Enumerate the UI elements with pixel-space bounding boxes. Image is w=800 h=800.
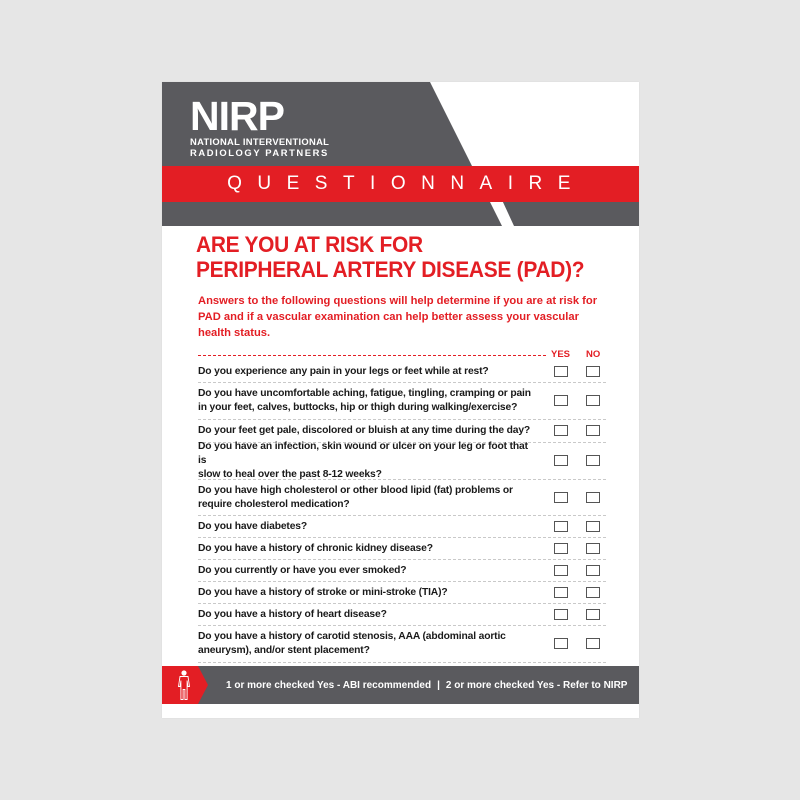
question-row — [198, 480, 606, 516]
question-list — [198, 361, 606, 663]
question-row — [198, 626, 606, 663]
yes-column-header: YES — [551, 349, 571, 360]
logo-line-1: NATIONAL INTERVENTIONAL — [190, 136, 330, 147]
human-figure-icon — [176, 670, 192, 700]
no-checkbox[interactable] — [586, 425, 600, 436]
no-checkbox[interactable] — [586, 521, 600, 532]
question-line-2: in your feet, calves, buttocks, hip or thigh during walking/exercise? — [198, 402, 518, 413]
footer-separator: | — [437, 679, 440, 691]
no-checkbox[interactable] — [586, 543, 600, 554]
nirp-logo — [190, 93, 330, 158]
question-line-1: Do you have a history of stroke or mini-stroke (TIA)? — [198, 586, 448, 598]
question-text — [198, 520, 538, 534]
no-column-header: NO — [586, 349, 601, 360]
question-line-2: require cholesterol medication? — [198, 498, 350, 510]
question-row — [198, 516, 606, 538]
footer-band — [162, 666, 639, 704]
yes-checkbox[interactable] — [554, 543, 568, 554]
questionnaire-banner — [162, 166, 639, 202]
question-line-1: Do you have uncomfortable aching, fatigue, tingling, cramping or pain — [198, 388, 531, 399]
logo-wordmark: NIRP — [190, 93, 284, 139]
intro-text: Answers to the following questions will help determine if you are at risk for PAD and if a vascular examination can help better assess your vascular health status. — [198, 295, 598, 339]
banner-title: QUESTIONNAIRE — [227, 173, 586, 194]
question-line-1: Do you experience any pain in your legs or feet while at rest? — [198, 365, 489, 377]
question-row — [198, 604, 606, 626]
footer-text — [226, 666, 627, 704]
no-checkbox[interactable] — [586, 395, 600, 406]
question-text — [198, 424, 538, 438]
question-line-1: Do you have a history of chronic kidney disease? — [198, 542, 433, 554]
header-divider — [198, 355, 546, 356]
footer-left-text: 1 or more checked Yes - ABI recommended — [226, 679, 432, 691]
no-checkbox[interactable] — [586, 609, 600, 620]
question-text — [198, 484, 538, 512]
yes-checkbox[interactable] — [554, 455, 568, 466]
no-checkbox[interactable] — [586, 587, 600, 598]
question-line-1: Do you have high cholesterol or other blood lipid (fat) problems or — [198, 484, 513, 496]
question-text — [198, 365, 538, 379]
question-line-1: Do you have a history of heart disease? — [198, 608, 387, 620]
yes-checkbox[interactable] — [554, 366, 568, 377]
question-line-1: Do you have a history of carotid stenosis, AAA (abdominal aortic — [198, 631, 506, 642]
no-checkbox[interactable] — [586, 366, 600, 377]
question-text — [198, 586, 538, 600]
question-row — [198, 560, 606, 582]
yes-checkbox[interactable] — [554, 425, 568, 436]
question-row — [198, 443, 606, 480]
title-line-2: PERIPHERAL ARTERY DISEASE (PAD)? — [196, 257, 585, 282]
yes-checkbox[interactable] — [554, 565, 568, 576]
footer-accent — [162, 666, 208, 704]
question-line-2: slow to heal over the past 8-12 weeks? — [198, 469, 382, 480]
yes-checkbox[interactable] — [554, 638, 568, 649]
question-row — [198, 361, 606, 383]
question-row — [198, 383, 606, 420]
question-text — [198, 630, 538, 658]
question-line-1: Do you have an infection, skin wound or ulcer on your leg or foot that is — [198, 441, 528, 466]
question-text — [198, 608, 538, 622]
question-text — [198, 564, 538, 578]
no-checkbox[interactable] — [586, 565, 600, 576]
no-checkbox[interactable] — [586, 638, 600, 649]
question-line-1: Do you have diabetes? — [198, 520, 307, 532]
yes-checkbox[interactable] — [554, 521, 568, 532]
question-text — [198, 387, 538, 415]
yes-checkbox[interactable] — [554, 395, 568, 406]
question-row — [198, 582, 606, 604]
no-checkbox[interactable] — [586, 492, 600, 503]
question-line-2: aneurysm), and/or stent placement? — [198, 645, 370, 656]
yes-checkbox[interactable] — [554, 587, 568, 598]
question-row — [198, 538, 606, 560]
page-title — [196, 232, 596, 282]
question-text — [198, 440, 538, 482]
question-line-1: Do you currently or have you ever smoked? — [198, 564, 407, 576]
title-line-1: ARE YOU AT RISK FOR — [196, 232, 423, 257]
logo-line-2: RADIOLOGY PARTNERS — [190, 147, 329, 158]
question-text — [198, 542, 538, 556]
question-line-1: Do your feet get pale, discolored or bluish at any time during the day? — [198, 425, 531, 436]
yes-checkbox[interactable] — [554, 492, 568, 503]
footer-right-text: 2 or more checked Yes - Refer to NIRP — [445, 679, 628, 691]
yes-checkbox[interactable] — [554, 609, 568, 620]
questionnaire-page — [162, 82, 639, 718]
no-checkbox[interactable] — [586, 455, 600, 466]
